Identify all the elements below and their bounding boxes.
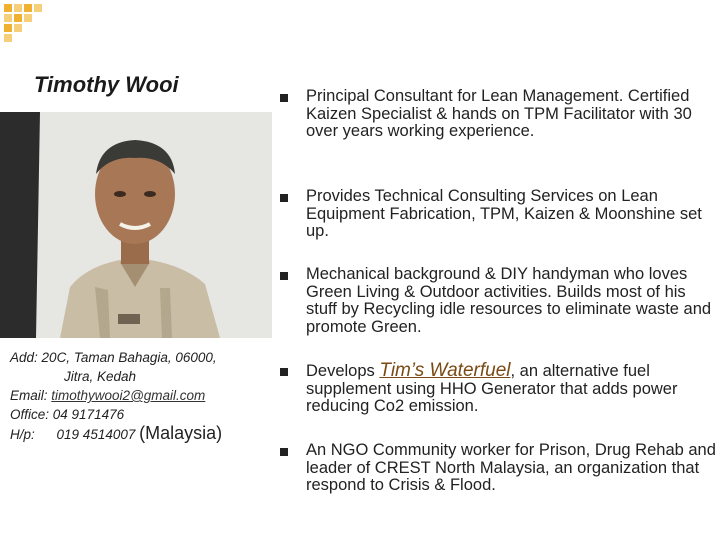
hp-row [10,424,280,444]
portrait-image [0,112,272,338]
address-line2: Jitra, Kedah [64,369,137,384]
corner-decoration [0,0,60,50]
hp-phone: 019 4514007 [56,427,136,442]
address-label: Add: [10,350,38,365]
bullet-text-post: , an alternative fuel supplement using HHO Generator that adds power reducing Co2 emission. [306,362,678,415]
address-row [10,348,280,367]
bullet-text [306,362,716,416]
profile-name: Timothy Wooi [34,72,179,97]
office-phone: 04 9171476 [52,407,125,422]
bullet-square-icon [280,94,288,102]
office-label: Office: [10,407,50,422]
bullet-square-icon [280,194,288,202]
bullet-square-icon [280,368,288,376]
email-link[interactable]: timothywooi2@gmail.com [51,388,206,403]
bullet-square-icon [280,448,288,456]
address-line1: 20C, Taman Bahagia, 06000, [41,350,217,365]
email-row [10,386,280,405]
bullet-text: Mechanical background & DIY handyman who loves Green Living & Outdoor activities. Builds most of his stuff by Recycling idle resources to eliminate waste and promote Green. [306,265,712,336]
contact-info [10,348,280,444]
office-row [10,405,280,424]
profile-photo [0,112,272,338]
bullet-text-pre: Develops [306,362,380,380]
bullet-square-icon [280,272,288,280]
waterfuel-link[interactable]: Tim’s Waterfuel [379,360,511,381]
bullet-text: Principal Consultant for Lean Management. Certified Kaizen Specialist & hands on TPM Facilitator with 30 over years working experience. [306,87,692,140]
bullet-text: An NGO Community worker for Prison, Drug Rehab and leader of CREST North Malaysia, an organization that respond to Crisis & Flood. [306,441,716,494]
hp-label: H/p: [10,427,35,442]
country: (Malaysia) [139,423,223,443]
bullet-text: Provides Technical Consulting Services on Lean Equipment Fabrication, TPM, Kaizen & Moonshine set up. [306,187,702,240]
email-label: Email: [10,388,48,403]
